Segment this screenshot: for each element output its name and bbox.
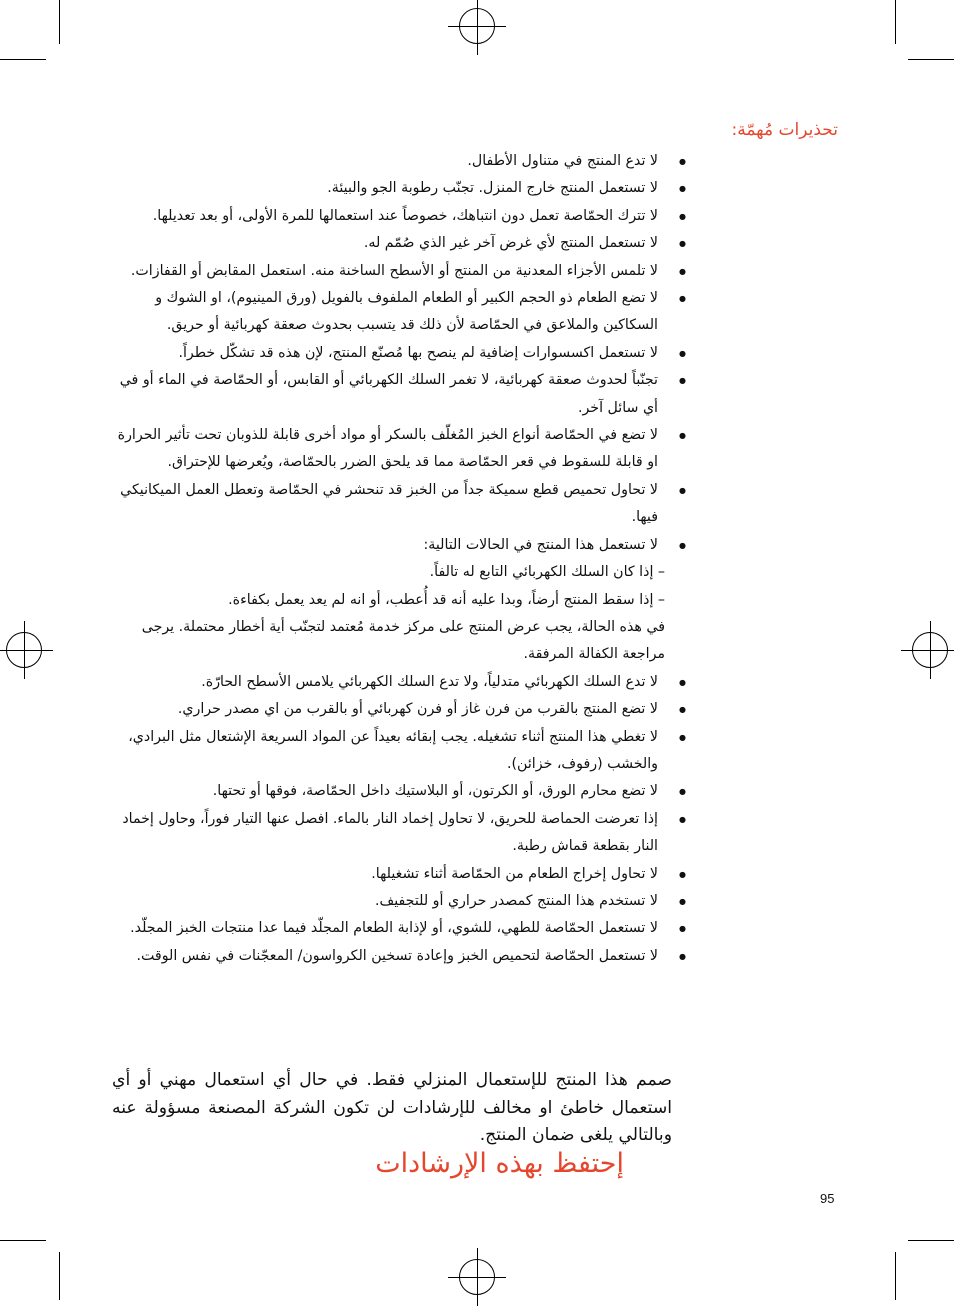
list-item: ● لا تترك الحمّاصة تعمل دون انتباهك، خصوصاً عند استعمالها للمرة الأولى، أو بعد تعديلها. <box>112 203 695 230</box>
registration-mark-left <box>6 632 42 668</box>
warnings-list <box>112 148 695 559</box>
list-item: ● لا تستعمل المنتج خارج المنزل. تجنّب رطوبة الجو والبيئة. <box>112 175 695 202</box>
list-item: ● لا تستعمل هذا المنتج في الحالات التالية: <box>112 532 695 559</box>
list-item: ● لا تحاول تحميص قطع سميكة جداً من الخبز قد تنحشر في الحمّاصة وتعطل العمل الميكانيكي فيها. <box>112 477 695 532</box>
crop-mark <box>59 1252 60 1300</box>
registration-mark-bottom <box>459 1259 495 1295</box>
crop-mark <box>0 1240 46 1241</box>
crop-mark <box>908 1240 954 1241</box>
warnings-list-continued <box>112 669 695 970</box>
case-item: – إذا كان السلك الكهربائي التابع له تالفاً. <box>429 564 665 581</box>
page-number: 95 <box>820 1191 835 1206</box>
list-item: ● لا تضع محارم الورق، أو الكرتون، أو البلاستيك داخل الحمّاصة، فوقها أو تحتها. <box>112 778 695 805</box>
household-use-notice: صمم هذا المنتج للإستعمال المنزلي فقط. في حال أي استعمال مهني أو أي استعمال خاطئ او مخالف للإرشادات لن تكون الشركة المصنعة مسؤولة عنه وبالتالي يلغى ضمان المنتج. <box>112 1070 672 1145</box>
registration-mark-top <box>459 8 495 44</box>
crop-mark <box>0 59 46 60</box>
list-item: ● إذا تعرضت الحماصة للحريق، لا تحاول إخماد النار بالماء. افصل عنها التيار فوراً، وحاول إخماد النار بقطعة قماش رطبة. <box>112 806 695 861</box>
section-title: تحذيرات مُهمّة: <box>731 120 838 140</box>
list-item: ● لا تضع المنتج بالقرب من فرن غاز أو فرن كهربائي أو بالقرب من اي مصدر حراري. <box>112 696 695 723</box>
list-item: ● لا تستعمل اكسسوارات إضافية لم ينصح بها مُصنّع المنتج، لإن هذه قد تشكّل خطراً. <box>112 340 695 367</box>
list-item: ● لا تضع في الحمّاصة أنواع الخبز المُغلّف بالسكر أو مواد أخرى قابلة للذوبان تحت تأثير الحرارة او قابلة للسقوط في قعر الحمّاصة مما قد يلحق الضرر بالحمّاصة، ويُعرضها للإحتراق. <box>112 422 695 477</box>
list-item: ● لا تستعمل المنتج لأي غرض آخر غير الذي صُمّم له. <box>112 230 695 257</box>
crop-mark <box>895 1252 896 1300</box>
crop-mark <box>908 59 954 60</box>
list-item: ● لا تستعمل الحمّاصة لتحميص الخبز وإعادة تسخين الكرواسون/ المعجّنات في نفس الوقت. <box>112 943 695 970</box>
list-item: ● تجنّباً لحدوث صعقة كهربائية، لا تغمر السلك الكهربائي أو القابس، أو الحمّاصة في الماء أو في أي سائل آخر. <box>112 367 695 422</box>
list-item: ● لا تستعمل الحمّاصة للطهي، للشوي، أو لإذابة الطعام المجلّد فيما عدا منتجات الخبز المجلّد. <box>112 915 695 942</box>
warnings-content <box>112 148 695 970</box>
case-item: – إذا سقط المنتج أرضاً، وبدا عليه أنه قد أُعطب، أو انه لم يعد يعمل بكفاءة. <box>228 591 665 608</box>
list-item: ● لا تغطي هذا المنتج أثناء تشغيله. يجب إبقائه بعيداً عن المواد السريعة الإشتعال مثل البرادي، والخشب (رفوف، خزائن). <box>112 724 695 779</box>
cases-note: في هذه الحالة، يجب عرض المنتج على مركز خدمة مُعتمد لتجنّب أية أخطار محتملة. يرجى مراجعة الكفالة المرفقة. <box>141 618 665 663</box>
keep-instructions-heading: إحتفظ بهذه الإرشادات <box>375 1148 624 1179</box>
crop-mark <box>895 0 896 44</box>
list-item: ● لا تحاول إخراج الطعام من الحمّاصة أثناء تشغيلها. <box>112 861 695 888</box>
list-item: ● لا تستخدم هذا المنتج كمصدر حراري أو للتجفيف. <box>112 888 695 915</box>
list-item: ● لا تضع الطعام ذو الحجم الكبير أو الطعام الملفوف بالفويل (ورق المينيوم)، او الشوك و السكاكين والملاعق في الحمّاصة لأن ذلك قد يتسبب بحدوث صعقة كهربائية أو حريق. <box>112 285 695 340</box>
list-item: ● لا تدع المنتج في متناول الأطفال. <box>112 148 695 175</box>
list-item: ● لا تدع السلك الكهربائي متدلياً، ولا تدع السلك الكهربائي يلامس الأسطح الحارّة. <box>112 669 695 696</box>
registration-mark-right <box>912 632 948 668</box>
crop-mark <box>59 0 60 44</box>
list-item: ● لا تلمس الأجزاء المعدنية من المنتج أو الأسطح الساخنة منه. استعمل المقابض أو القفازات. <box>112 258 695 285</box>
